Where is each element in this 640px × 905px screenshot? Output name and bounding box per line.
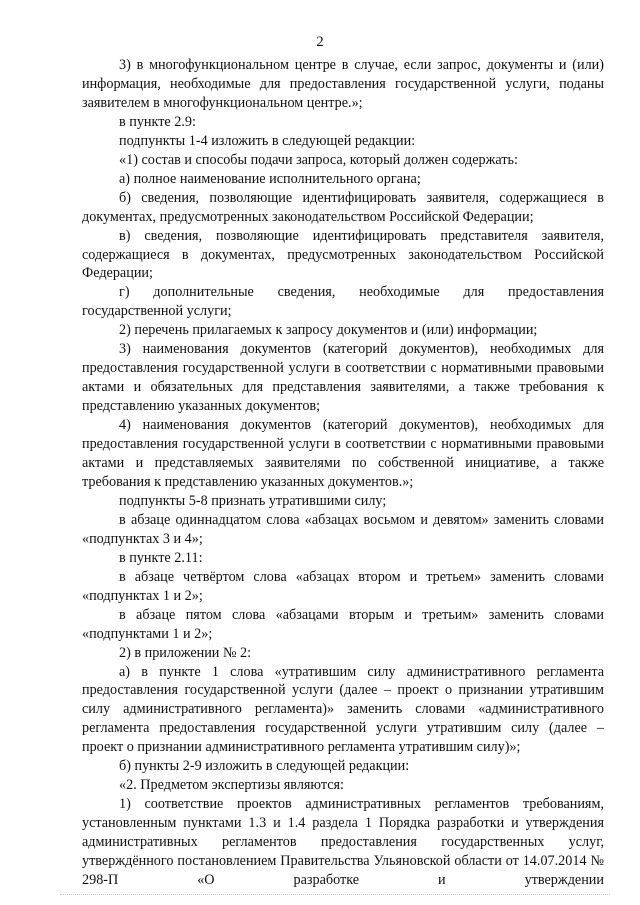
paragraph: подпункты 5-8 признать утратившими силу; xyxy=(119,492,387,509)
paragraph: г) дополнительные сведения, необходимые для предоставления государственной услуги; xyxy=(82,284,604,320)
paragraph: 2) в приложении № 2: xyxy=(119,644,252,661)
paragraph: б) сведения, позволяющие идентифицировать заявителя, содержащиеся в документах, предусмотренных законодательством Российской Федерации; xyxy=(82,189,604,225)
paragraph: «1) состав и способы подачи запроса, который должен содержать: xyxy=(119,151,518,168)
paragraph: в абзаце четвёртом слова «абзацах втором и третьем» заменить словами «подпунктах 1 и 2»; xyxy=(82,568,604,604)
paragraph: подпункты 1-4 изложить в следующей редакции: xyxy=(119,132,416,149)
paragraph: в пункте 2.9: xyxy=(119,113,196,130)
paragraph: в пункте 2.11: xyxy=(119,549,203,566)
paragraph: в) сведения, позволяющие идентифицировать представителя заявителя, содержащиеся в документах, предусмотренных законодательством Российской Федерации; xyxy=(82,227,604,282)
paragraph: 1) соответствие проектов административных регламентов требованиям, установленным пунктами 1.3 и 1.4 раздела 1 Порядка разработки и утверждения административных регламентов предоставления государственных услуг, утверждённого постановлением Правительства Ульяновской области от 14.07.2014 № 298-П «О разработке и утверждении xyxy=(82,796,604,888)
page-number: 2 xyxy=(316,34,324,50)
paragraph: 2) перечень прилагаемых к запросу документов и (или) информации; xyxy=(119,322,538,339)
document-body xyxy=(82,56,604,890)
paragraph: 3) в многофункциональном центре в случае, если запрос, документы и (или) информация, необходимые для предоставления государственной услуги, поданы заявителем в многофункциональном центре.»; xyxy=(82,57,604,111)
paragraph: 4) наименования документов (категорий документов), необходимых для предоставления государственной услуги в соответствии с нормативными правовыми актами и представляемых заявителями по собственной инициативе, а также требования к представлению указанных документов.»; xyxy=(82,417,604,490)
paragraph: а) в пункте 1 слова «утратившим силу административного регламента предоставления государственной услуги (далее – проект о признании утратившим силу административного регламента)» заменить словами «административного регламента предоставления государственной услуги утратившим силу (далее – проект о признании административного регламента утратившим силу)»; xyxy=(82,663,604,756)
paragraph: а) полное наименование исполнительного органа; xyxy=(119,170,421,187)
page-bottom-edge xyxy=(60,894,610,895)
paragraph: «2. Предметом экспертизы являются: xyxy=(119,777,344,794)
paragraph: 3) наименования документов (категорий документов), необходимых для предоставления государственной услуги в соответствии с нормативными правовыми актами и обязательных для представления заявителями, а также требования к представлению указанных документов; xyxy=(82,341,604,415)
paragraph: в абзаце пятом слова «абзацами вторым и третьим» заменить словами «подпунктами 1 и 2»; xyxy=(82,606,604,642)
paragraph: б) пункты 2-9 изложить в следующей редакции: xyxy=(119,758,410,775)
paragraph: в абзаце одиннадцатом слова «абзацах восьмом и девятом» заменить словами «подпунктах 3 и 4»; xyxy=(82,511,604,547)
